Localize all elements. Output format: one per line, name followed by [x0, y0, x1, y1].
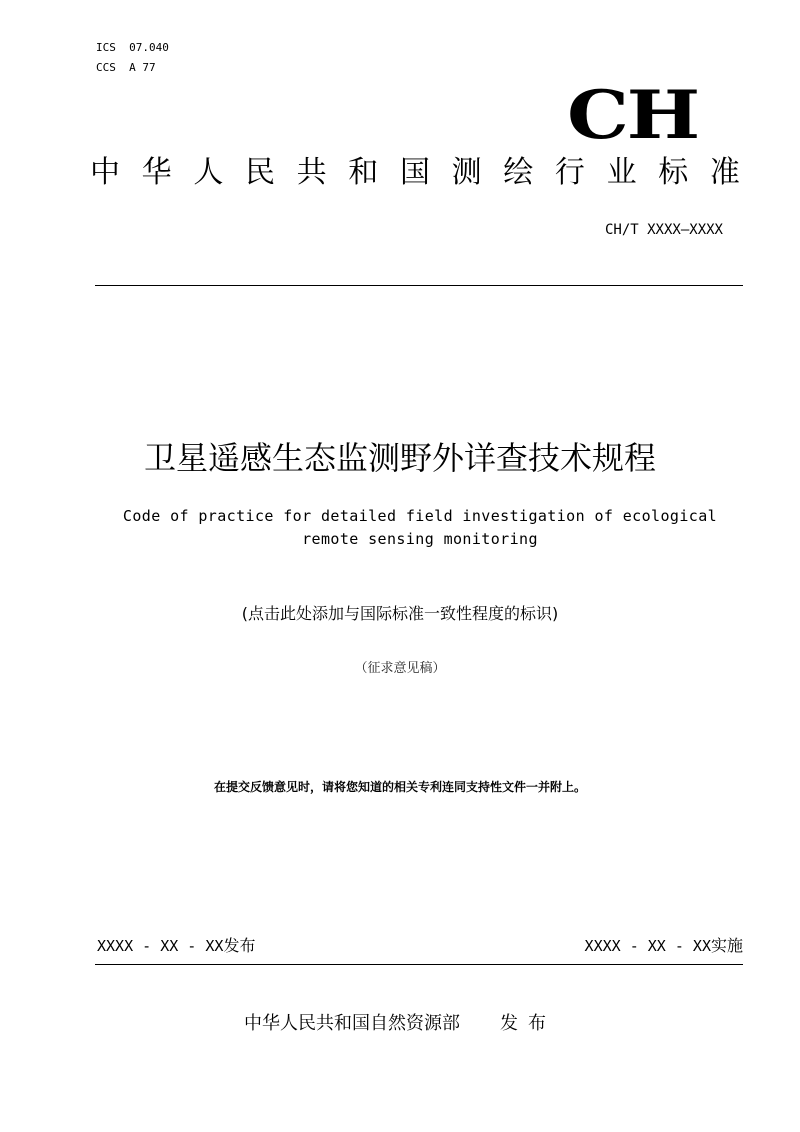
patent-notice: 在提交反馈意见时，请将您知道的相关专利连同支持性文件一并附上。: [213, 780, 586, 794]
standard-org-char: 中: [90, 155, 120, 190]
standard-org-char: 业: [606, 155, 637, 190]
issue-label: 发布: [223, 936, 256, 955]
document-title-english: Code of practice for detailed field investigation of ecological remote sensing monitoring: [122, 507, 718, 548]
standard-org-char: 绘: [503, 155, 534, 190]
standard-org-char: 测: [451, 155, 482, 190]
issue-date: XXXX - XX - XX: [97, 937, 224, 955]
standard-org-char: 人: [193, 155, 224, 190]
footer-divider: [95, 964, 743, 965]
standard-org-char: 共: [296, 155, 327, 190]
standard-org-char: 准: [709, 155, 740, 190]
standard-number: CH/T XXXX—XXXX: [604, 222, 723, 238]
issue-date-line: [97, 934, 255, 958]
conformity-mark-placeholder[interactable]: (点击此处添加与国际标准一致性程度的标识): [241, 604, 559, 623]
implementation-date: XXXX - XX - XX: [584, 937, 711, 955]
standard-org-char: 华: [141, 155, 172, 190]
document-title-chinese: 卫星遥感生态监测野外详查技术规程: [143, 439, 656, 477]
standard-org-char: 行: [554, 155, 585, 190]
implementation-label: 实施: [710, 936, 743, 955]
implementation-date-line: [585, 934, 743, 958]
ch-logo: CH: [567, 76, 698, 154]
header-divider: [95, 285, 743, 286]
draft-stage-label: （征求意见稿）: [354, 661, 446, 676]
standard-org-char: 民: [244, 155, 275, 190]
standard-organization-title: [90, 153, 740, 193]
publisher-line: [0, 1010, 800, 1038]
standard-org-char: 标: [658, 155, 689, 190]
ccs-code: CCS A 77: [96, 61, 156, 74]
publisher-name: 中华人民共和国自然资源部: [244, 1013, 460, 1034]
publisher-action: 发布: [500, 1013, 556, 1034]
ics-code: ICS 07.040: [96, 41, 169, 54]
standard-org-char: 和: [348, 155, 379, 190]
standard-org-char: 国: [399, 155, 430, 190]
